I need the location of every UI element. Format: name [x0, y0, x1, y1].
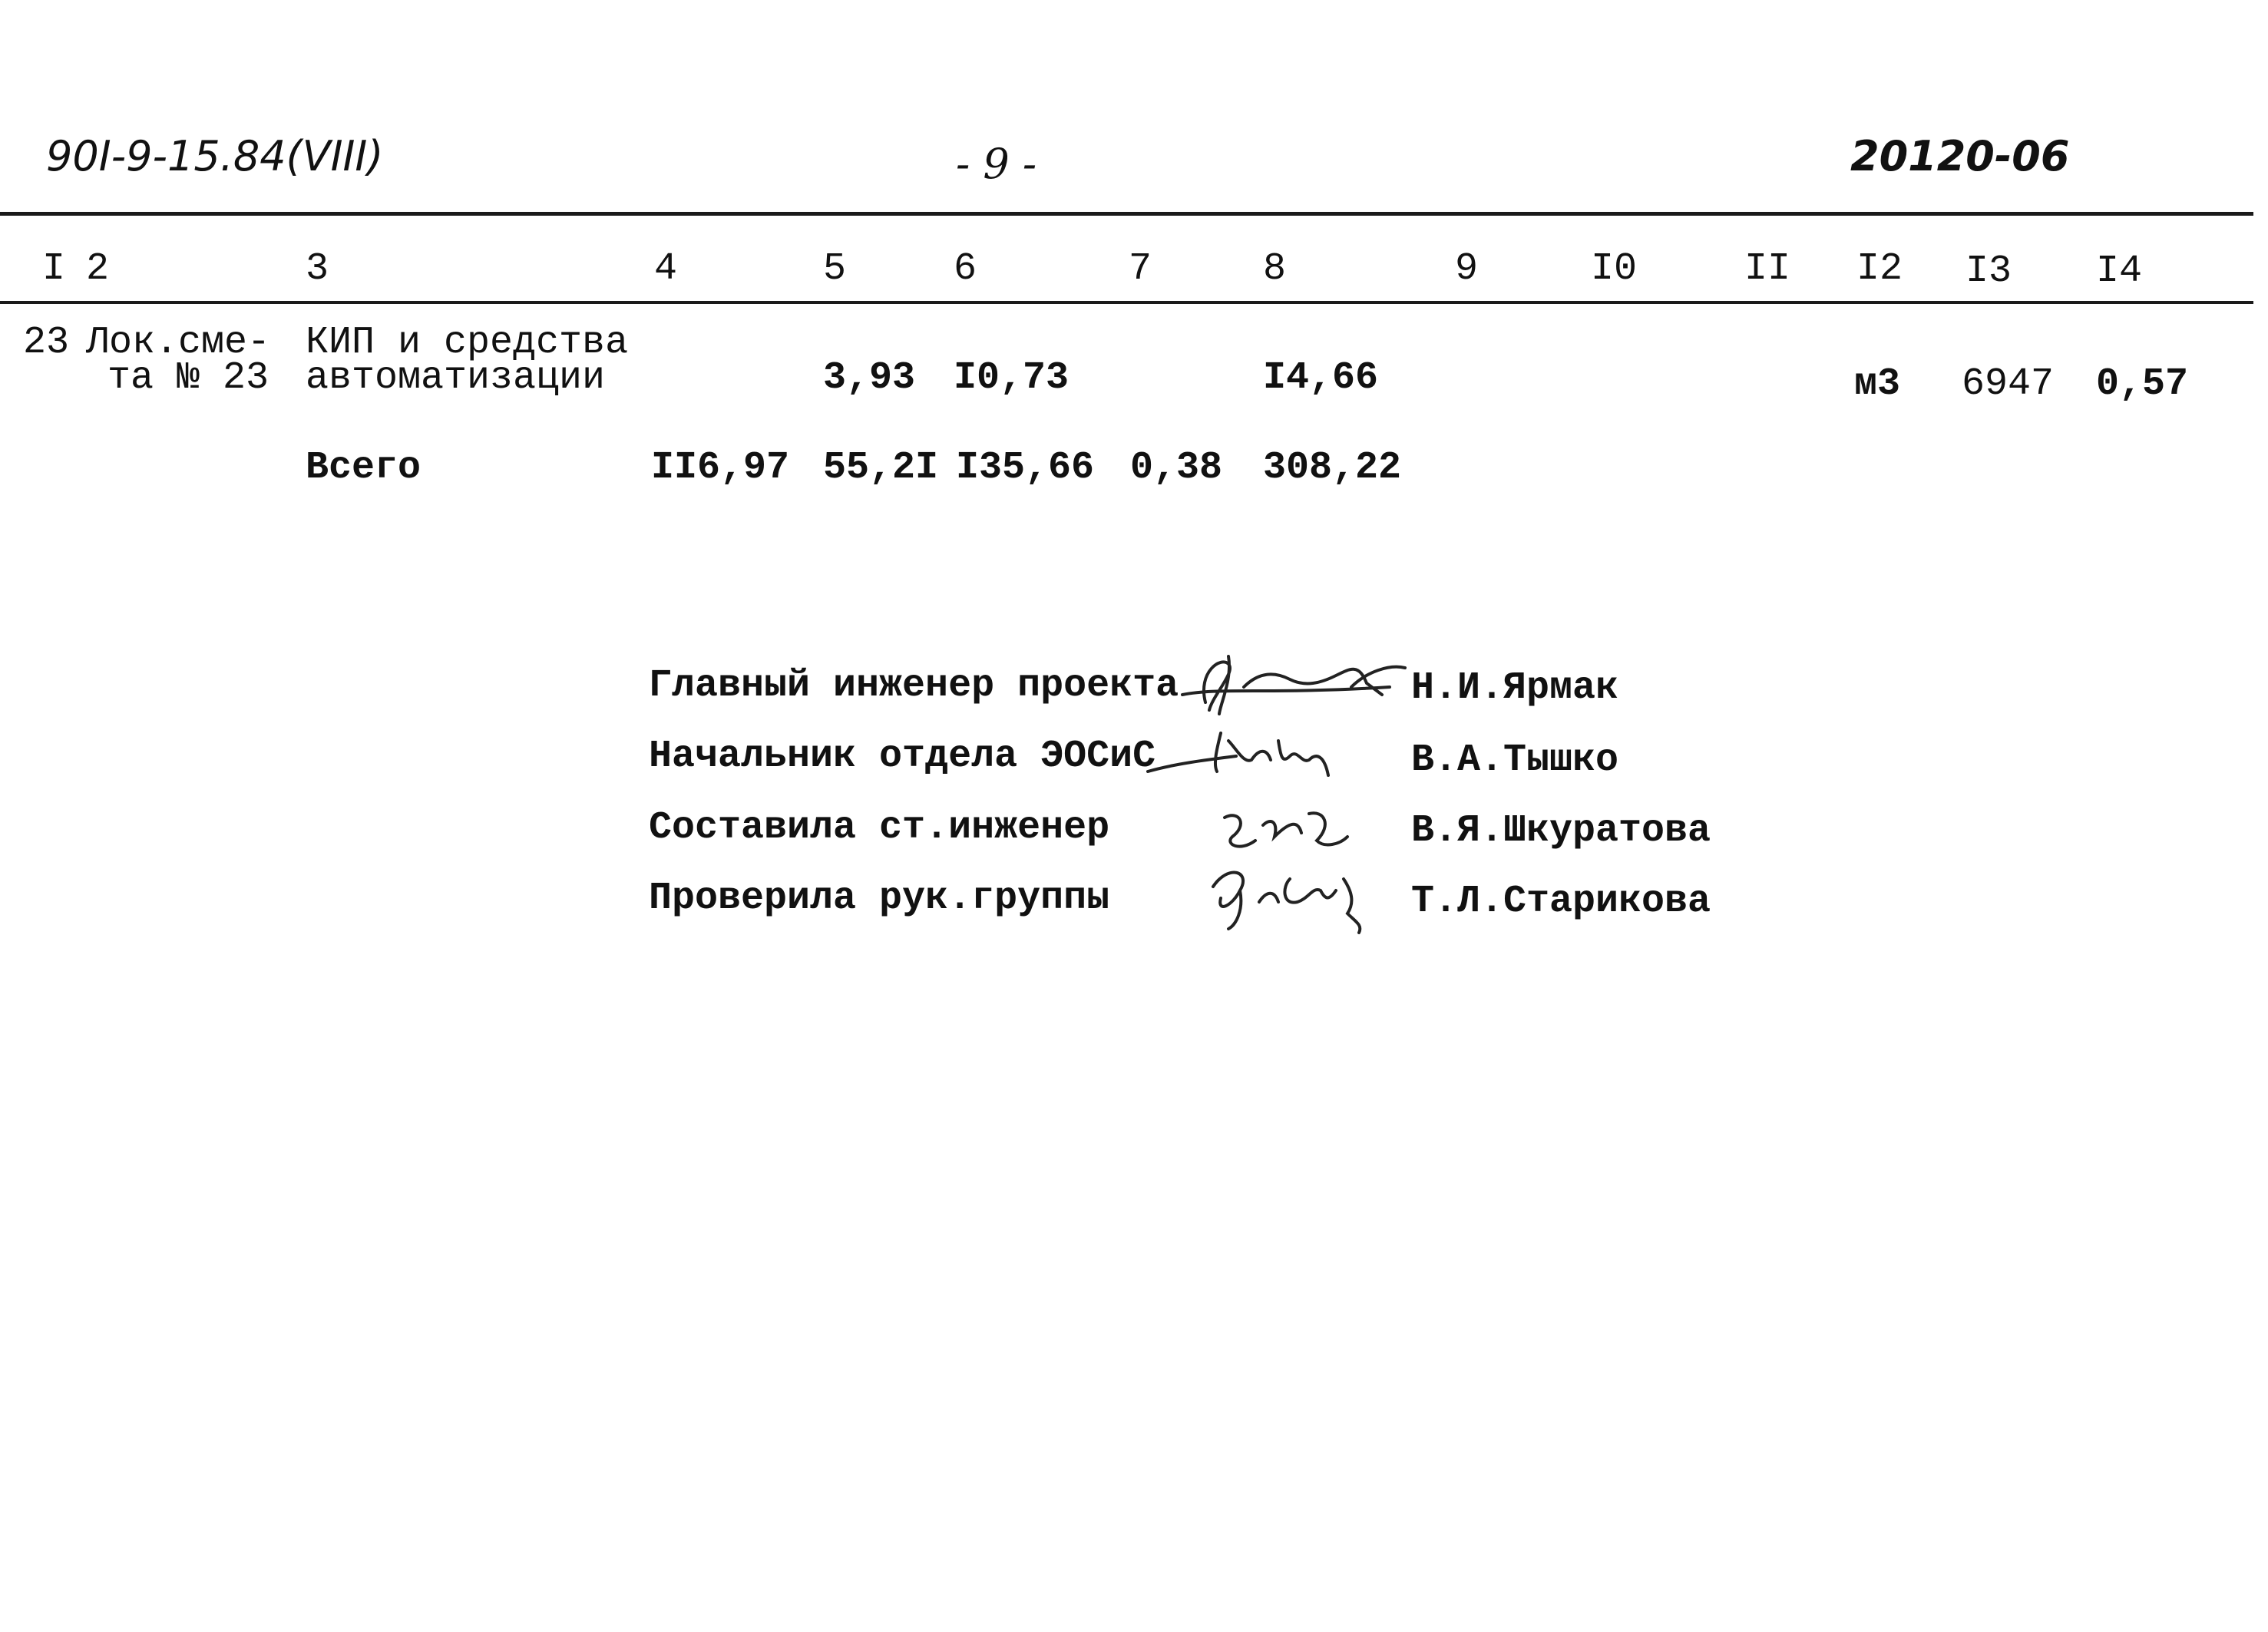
cell-value: I0,73	[954, 356, 1070, 400]
document-code: 90I-9-15.84(VIII)	[46, 132, 384, 180]
signature-role: Начальник отдела ЭОСиС	[649, 735, 1156, 778]
column-number: 9	[1455, 247, 1479, 291]
handwritten-signature	[1198, 856, 1382, 940]
total-value: II6,97	[651, 446, 790, 490]
handwritten-signature	[1175, 641, 1413, 725]
signature-role: Составила ст.инженер	[649, 806, 1110, 850]
cell-value: 0,57	[2096, 362, 2189, 406]
column-number: 8	[1263, 247, 1287, 291]
column-number: I2	[1856, 247, 1903, 291]
signatory-name: Т.Л.Старикова	[1411, 880, 1711, 923]
work-name: автоматизации	[306, 356, 606, 400]
album-code: 20120-06	[1850, 132, 2070, 180]
column-number: I0	[1591, 247, 1638, 291]
signatory-name: В.Я.Шкуратова	[1411, 809, 1711, 853]
cell-value: I4,66	[1263, 356, 1379, 400]
total-value: 0,38	[1130, 446, 1223, 490]
column-number: 4	[654, 247, 678, 291]
header-rule	[0, 212, 2253, 216]
estimate-doc: та № 23	[107, 356, 269, 400]
column-number: II	[1744, 247, 1791, 291]
column-number: 3	[306, 247, 329, 291]
row-number: 23	[23, 321, 70, 365]
column-number: I	[42, 247, 66, 291]
cell-value: 3,93	[823, 356, 916, 400]
total-label: Всего	[306, 446, 422, 490]
handwritten-signature	[1144, 718, 1351, 787]
column-number: I3	[1965, 249, 2012, 293]
column-number: 5	[823, 247, 847, 291]
total-value: 308,22	[1263, 446, 1402, 490]
column-number: 7	[1129, 247, 1152, 291]
column-header-rule	[0, 301, 2253, 304]
cell-value: 6947	[1962, 362, 2055, 406]
unit: м3	[1854, 362, 1901, 406]
signatory-name: Н.И.Ярмак	[1411, 666, 1619, 710]
signature-role: Проверила рук.группы	[649, 877, 1110, 920]
work-name: КИП и средства	[306, 321, 629, 365]
signatory-name: В.А.Тышко	[1411, 738, 1619, 782]
column-number: I4	[2096, 249, 2143, 293]
page-number: - 9 -	[956, 140, 1037, 188]
total-value: I35,66	[956, 446, 1095, 490]
total-value: 55,2I	[823, 446, 939, 490]
signature-role: Главный инженер проекта	[649, 664, 1179, 708]
column-number: 2	[86, 247, 110, 291]
column-number: 6	[954, 247, 977, 291]
handwritten-signature	[1209, 795, 1363, 864]
estimate-doc: Лок.сме-	[86, 321, 271, 365]
